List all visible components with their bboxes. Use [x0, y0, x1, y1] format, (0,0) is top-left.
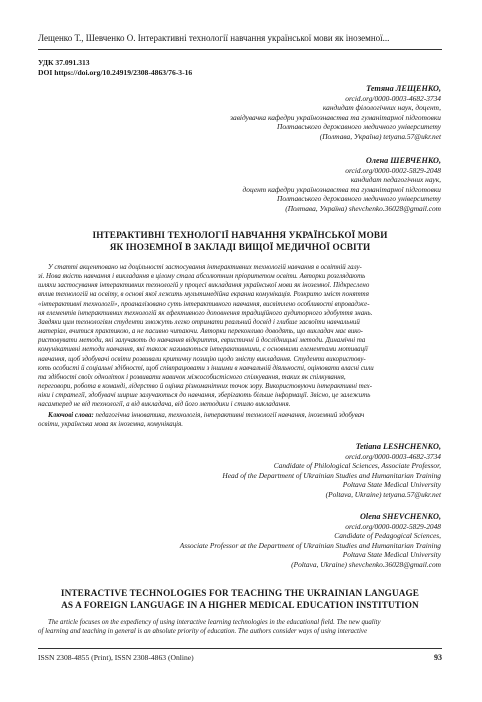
issn-text: ISSN 2308-4855 (Print), ISSN 2308-4863 (Online) [38, 653, 194, 662]
author-position: Head of the Department of Ukrainian Studies and Humanitarian Training [222, 470, 441, 480]
author-en-2 [180, 512, 441, 570]
keywords-text: педагогічна інноватика, технологія, інтерактивні технології навчання, іноземний здобувач [95, 412, 365, 419]
keywords-label: Ключові слова: [48, 412, 94, 419]
abstract-line: матеріал, вчитися практикою, а не пасивно читаючи. Авторки переконливо доводять, що викладач має вико- [38, 328, 363, 336]
author-email[interactable]: (Poltava, Ukraine) tetyana.57@ukr.net [325, 489, 441, 499]
abstract-line: навчання, щоб здобувачі освіти розвивали критичну позицію щодо змісту викладання. Студенти використову- [38, 355, 366, 363]
author-name: Олена ШЕВЧЕНКО, [365, 156, 441, 165]
author-orcid[interactable]: orcid.org/0000-0003-4682-3734 [345, 451, 441, 461]
author-affiliation: Полтавського державного медичного університету [276, 194, 441, 204]
header-rule [38, 49, 442, 50]
author-orcid[interactable]: orcid.org/0000-0002-5829-2048 [345, 521, 441, 531]
article-title-en [38, 587, 442, 611]
keywords-ua [38, 411, 442, 429]
author-ua-2 [243, 156, 441, 214]
abstract-line: вплив технологій на освіту, в основі якої лежить мультимедійна екранна комунікація. Розкрито зміст поняття [38, 291, 369, 299]
abstract-line: The article focuses on the expediency of using interactive learning technologies in the educational field. The new quality [48, 619, 381, 626]
title-line: AS A FOREIGN LANGUAGE IN A HIGHER MEDICAL EDUCATION INSTITUTION [61, 600, 419, 610]
author-degree: Candidate of Philological Sciences, Associate Professor, [273, 461, 441, 471]
abstract-line: насамперед не від технології, а від викладача, від його методики і стилю викладання. [38, 401, 291, 409]
article-title-ua [38, 229, 442, 253]
author-en-1 [222, 442, 441, 500]
author-affiliation: Полтавського державного медичного університету [276, 122, 441, 132]
abstract-line: комунікативні методи навчання, які також називаються інтерактивними, є основними елементами мотивації [38, 346, 368, 354]
footer-rule [38, 648, 442, 649]
title-line: INTERACTIVE TECHNOLOGIES FOR TEACHING THE UKRAINIAN LANGUAGE [60, 588, 420, 598]
author-affiliation: Poltava State Medical University [342, 550, 441, 560]
author-email[interactable]: (Полтава, Україна) shevchenko.36028@gmail.com [285, 203, 441, 213]
author-email[interactable]: (Полтава, Україна) tetyana.57@ukr.net [319, 131, 441, 141]
author-name: Olena SHEVCHENKO, [360, 512, 441, 521]
abstract-line: ніки і стратегії, здобувачі ширше залучаються до навчання, зберігають більше інформації. Звісно, це залежить [38, 392, 371, 400]
article-meta [38, 58, 192, 78]
abstract-line: переговори, робота в команді, лідерство й оцінка різноманітних точок зору. Використовуючи інтерактивні тех- [38, 383, 373, 391]
abstract-line: ня елементів інтерактивних технологій як ефективного доповнення традиційного аудиторного здобуття знань. [38, 309, 373, 317]
author-name: Тетяна ЛЕЩЕНКО, [366, 84, 441, 93]
author-position: завідувачка кафедри українознавства та гуманітарної підготовки [230, 112, 441, 122]
author-position: Associate Professor at the Department of Ukrainian Studies and Humanitarian Training [179, 540, 441, 550]
running-head: Лещенко Т., Шевченко О. Інтерактивні технології навчання української мови як іноземної... [38, 33, 390, 43]
title-line: ЯК ІНОЗЕМНОЇ В ЗАКЛАДІ ВИЩОЇ МЕДИЧНОЇ ОСВІТИ [109, 242, 371, 252]
author-degree: кандидат педагогічних наук, [350, 175, 441, 185]
abstract-line: зі. Нова якість навчання і викладання в цілому стала абсолютним пріоритетом освіти. Авторки розглядають [38, 273, 366, 281]
abstract-line: ристовувати методи, які залучають до навчання відкриття, евристичні й дослідницькі методи. Динамічні та [38, 337, 366, 345]
page-number: 93 [434, 653, 442, 662]
doi-link[interactable]: DOI https://doi.org/10.24919/2308-4863/76-3-16 [38, 68, 193, 77]
abstract-line: ють особисті й соціальні здібності, щоб співпрацювати з іншими в навчальній діяльності, оцінювати власні сили [38, 364, 374, 372]
title-line: ІНТЕРАКТИВНІ ТЕХНОЛОГІЇ НАВЧАННЯ УКРАЇНСЬКОЇ МОВИ [92, 230, 388, 240]
author-orcid[interactable]: orcid.org/0000-0003-4682-3734 [345, 93, 441, 103]
abstract-en [38, 618, 442, 636]
author-email[interactable]: (Poltava, Ukraine) shevchenko.36028@gmail.com [291, 559, 441, 569]
abstract-line: of learning and teaching in general is an absolute priority of education. The authors consider ways of using interactive [38, 628, 367, 636]
author-name: Tetiana LESHCHENKO, [355, 442, 441, 451]
author-degree: кандидат філологічних наук, доцент, [322, 103, 441, 113]
udk-code: УДК 37.091.313 [38, 58, 90, 67]
author-affiliation: Poltava State Medical University [342, 480, 441, 490]
author-position: доцент кафедри українознавства та гуманітарної підготовки [242, 184, 441, 194]
abstract-ua [38, 263, 442, 410]
author-ua-1 [230, 84, 441, 142]
author-degree: Candidate of Pedagogical Sciences, [334, 531, 441, 541]
abstract-line: шляхи застосування інтерактивних технологій у процесі викладання української мови як іноземної. Підкреслено [38, 282, 370, 290]
abstract-line: У статті акцентовано на доцільності застосування інтерактивних технологій навчання в освітній галу- [48, 264, 362, 271]
author-orcid[interactable]: orcid.org/0000-0002-5829-2048 [345, 165, 441, 175]
abstract-line: «інтерактивні технології», проаналізовано суть інтерактивного навчання, висвітлено особливості впровадже- [38, 300, 370, 308]
abstract-line: Завдяки цим технологіям студенти зможуть легко отримати реальний досвід і глибше засвоїти навчальний [38, 318, 360, 326]
keywords-text-cont: освіти, українська мова як іноземна, комунікація. [38, 421, 183, 429]
abstract-line: та здібності своїх одноліток і розвивати навичок міжособистісного спілкування, таких як спілкування, [38, 373, 346, 381]
